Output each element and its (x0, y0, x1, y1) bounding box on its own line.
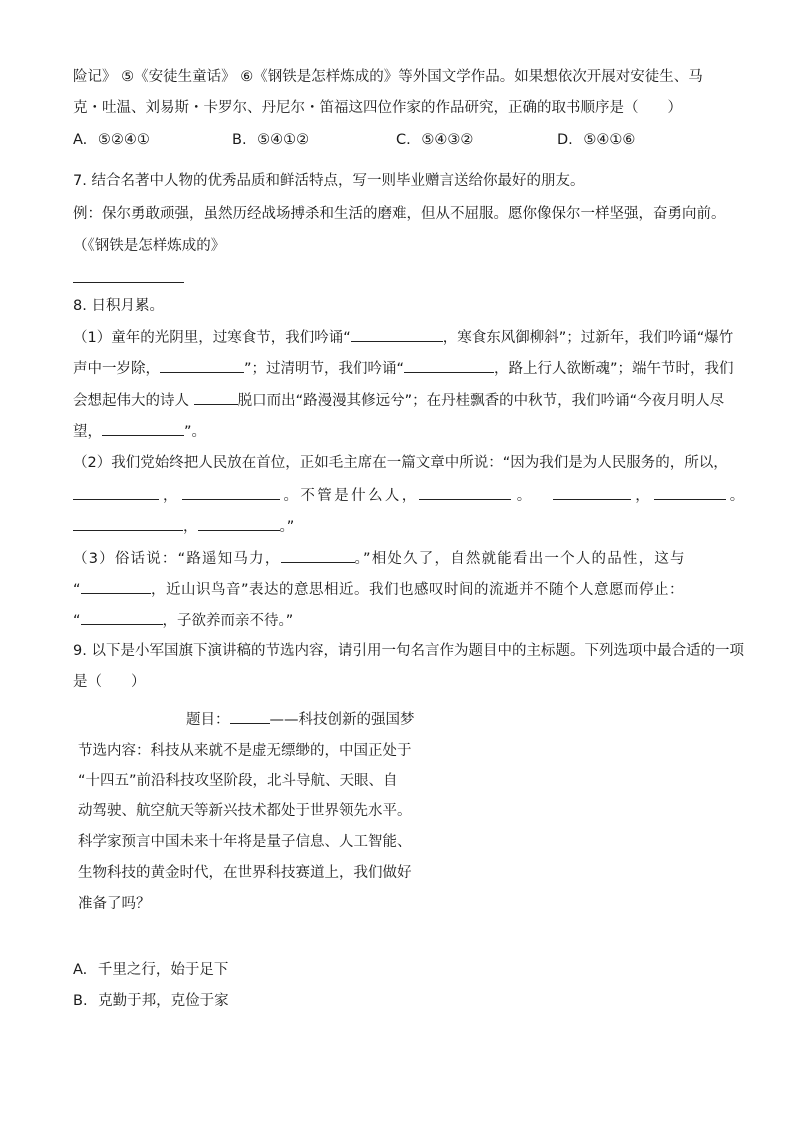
option-text: ⑤④①② (257, 132, 310, 148)
text-segment: 脱口而出“路漫漫其修远兮”；在丹桂飘香的中秋节，我们吟诵“今夜月明人尽 (237, 393, 725, 409)
option-letter: A. (73, 132, 88, 148)
answer-blank[interactable] (73, 516, 183, 531)
answer-blank[interactable] (102, 421, 184, 436)
answer-blank[interactable] (351, 327, 443, 342)
q6-option-b[interactable] (232, 130, 309, 150)
option-text: ⑤②④① (97, 132, 150, 148)
q6-stem-line2: 克・吐温、刘易斯・卡罗尔、丹尼尔・笛福这四位作家的作品研究，正确的取书顺序是（ ） (73, 100, 682, 116)
q8-p2-line2 (73, 485, 744, 506)
speech-excerpt-line: 科学家预言中国未来十年将是量子信息、人工智能、 (78, 834, 412, 850)
option-letter: D. (557, 132, 573, 148)
text-segment: 题目： (186, 712, 230, 728)
option-text: ⑤④③② (421, 132, 474, 148)
q9-stem-line1: 9. 以下是小军国旗下演讲稿的节选内容，请引用一句名言作为题目中的主标题。下列选项中最合适的一项 (73, 643, 744, 659)
speech-excerpt-line: 准备了吗？ (78, 896, 151, 912)
text-segment: “ (73, 613, 81, 629)
answer-blank[interactable] (230, 709, 270, 724)
option-letter: B. (232, 132, 247, 148)
text-segment: ”；过清明节，我们吟诵“ (244, 361, 405, 377)
text-segment: ，路上行人欲断魂”；端午节时，我们 (494, 361, 734, 377)
text-segment: “ (73, 582, 82, 598)
q6-option-c[interactable] (396, 130, 473, 150)
answer-blank[interactable] (553, 485, 631, 500)
text-segment: ”。 (184, 424, 207, 440)
option-letter: B. (73, 993, 88, 1009)
answer-blank[interactable] (281, 548, 355, 563)
text-segment: （3）俗话说：“路遥知马力， (73, 551, 281, 567)
answer-blank[interactable] (182, 485, 280, 500)
answer-blank[interactable] (654, 485, 726, 500)
q7-example-source: （《钢铁是怎样炼成的》 (73, 238, 226, 254)
option-text: 千里之行，始于足下 (97, 962, 229, 978)
speech-excerpt-line: “十四五”前沿科技攻坚阶段，北斗导航、天眼、自 (78, 773, 398, 789)
text-segment: ， (183, 519, 198, 535)
speech-excerpt-line: 动驾驶、航空航天等新兴技术都处于世界领先水平。 (78, 803, 412, 819)
q8-p1-line4 (73, 421, 206, 442)
option-text: 克勤于邦，克俭于家 (98, 993, 229, 1009)
text-segment: 。” (279, 519, 295, 535)
answer-blank[interactable] (404, 358, 494, 373)
q9-stem-line2: 是（ ） (73, 674, 146, 690)
text-segment: 望， (73, 424, 102, 440)
text-segment: （1）童年的光阴里，过寒食节，我们吟诵“ (73, 330, 351, 346)
q6-option-a[interactable] (73, 130, 150, 150)
q6-option-d[interactable] (557, 130, 635, 150)
q8-p1-line3 (73, 390, 724, 411)
answer-blank[interactable] (81, 610, 163, 625)
text-segment: 。 (729, 488, 745, 504)
text-segment: 。 (516, 488, 532, 504)
q8-p1-line1 (73, 327, 733, 348)
text-segment: ， (635, 488, 650, 504)
speech-excerpt-line: 节选内容：科技从来就不是虚无缥缈的，中国正处于 (78, 743, 412, 759)
q9-option-b[interactable] (73, 991, 229, 1011)
text-segment: ，寒食东风御柳斜”；过新年，我们吟诵“爆竹 (442, 330, 734, 346)
text-segment: ——科技创新的强国梦 (269, 712, 415, 728)
text-segment: ， (163, 488, 178, 504)
option-letter: A. (73, 962, 88, 978)
text-segment: 。”相处久了，自然就能看出一个人的品性，这与 (354, 551, 686, 567)
text-segment: 。不管是什么人， (283, 488, 419, 504)
q8-p2-line1: （2）我们党始终把人民放在首位，正如毛主席在一篇文章中所说：“因为我们是为人民服务的，所以， (73, 455, 728, 471)
text-segment: ，近山识鸟音”表达的意思相近。我们也感叹时间的流逝并不随个人意愿而停止： (151, 582, 685, 598)
q8-p3-line1 (73, 548, 686, 569)
answer-blank[interactable] (73, 485, 159, 500)
speech-excerpt-line: 生物科技的黄金时代，在世界科技赛道上，我们做好 (78, 865, 412, 881)
answer-blank[interactable] (198, 516, 280, 531)
answer-blank[interactable] (194, 390, 238, 405)
q7-stem: 7. 结合名著中人物的优秀品质和鲜活特点，写一则毕业赠言送给你最好的朋友。 (73, 173, 585, 189)
q8-p3-line2 (73, 579, 684, 600)
option-letter: C. (396, 132, 411, 148)
option-text: ⑤④①⑥ (583, 132, 636, 148)
text-segment: 会想起伟大的诗人 (73, 393, 194, 409)
q7-example: 例：保尔勇敢顽强，虽然历经战场搏杀和生活的磨难，但从不屈服。愿你像保尔一样坚强，奋勇向前。 (73, 206, 726, 222)
q8-title: 8. 日积月累。 (73, 298, 164, 314)
answer-blank[interactable] (419, 485, 511, 500)
q8-p2-line3 (73, 516, 294, 537)
answer-blank[interactable] (160, 358, 244, 373)
answer-blank[interactable] (81, 579, 151, 594)
q6-stem-line1: 险记》 ⑤《安徒生童话》 ⑥《钢铁是怎样炼成的》等外国文学作品。如果想依次开展对安徒生、马 (73, 69, 703, 85)
speech-title (186, 709, 415, 730)
text-segment: 声中一岁除， (73, 361, 160, 377)
q8-p1-line2 (73, 358, 734, 379)
q8-p3-line3 (73, 610, 293, 631)
text-segment: ，子欲养而亲不待。” (162, 613, 294, 629)
q7-answer-line[interactable] (73, 282, 184, 283)
q9-option-a[interactable] (73, 960, 228, 980)
